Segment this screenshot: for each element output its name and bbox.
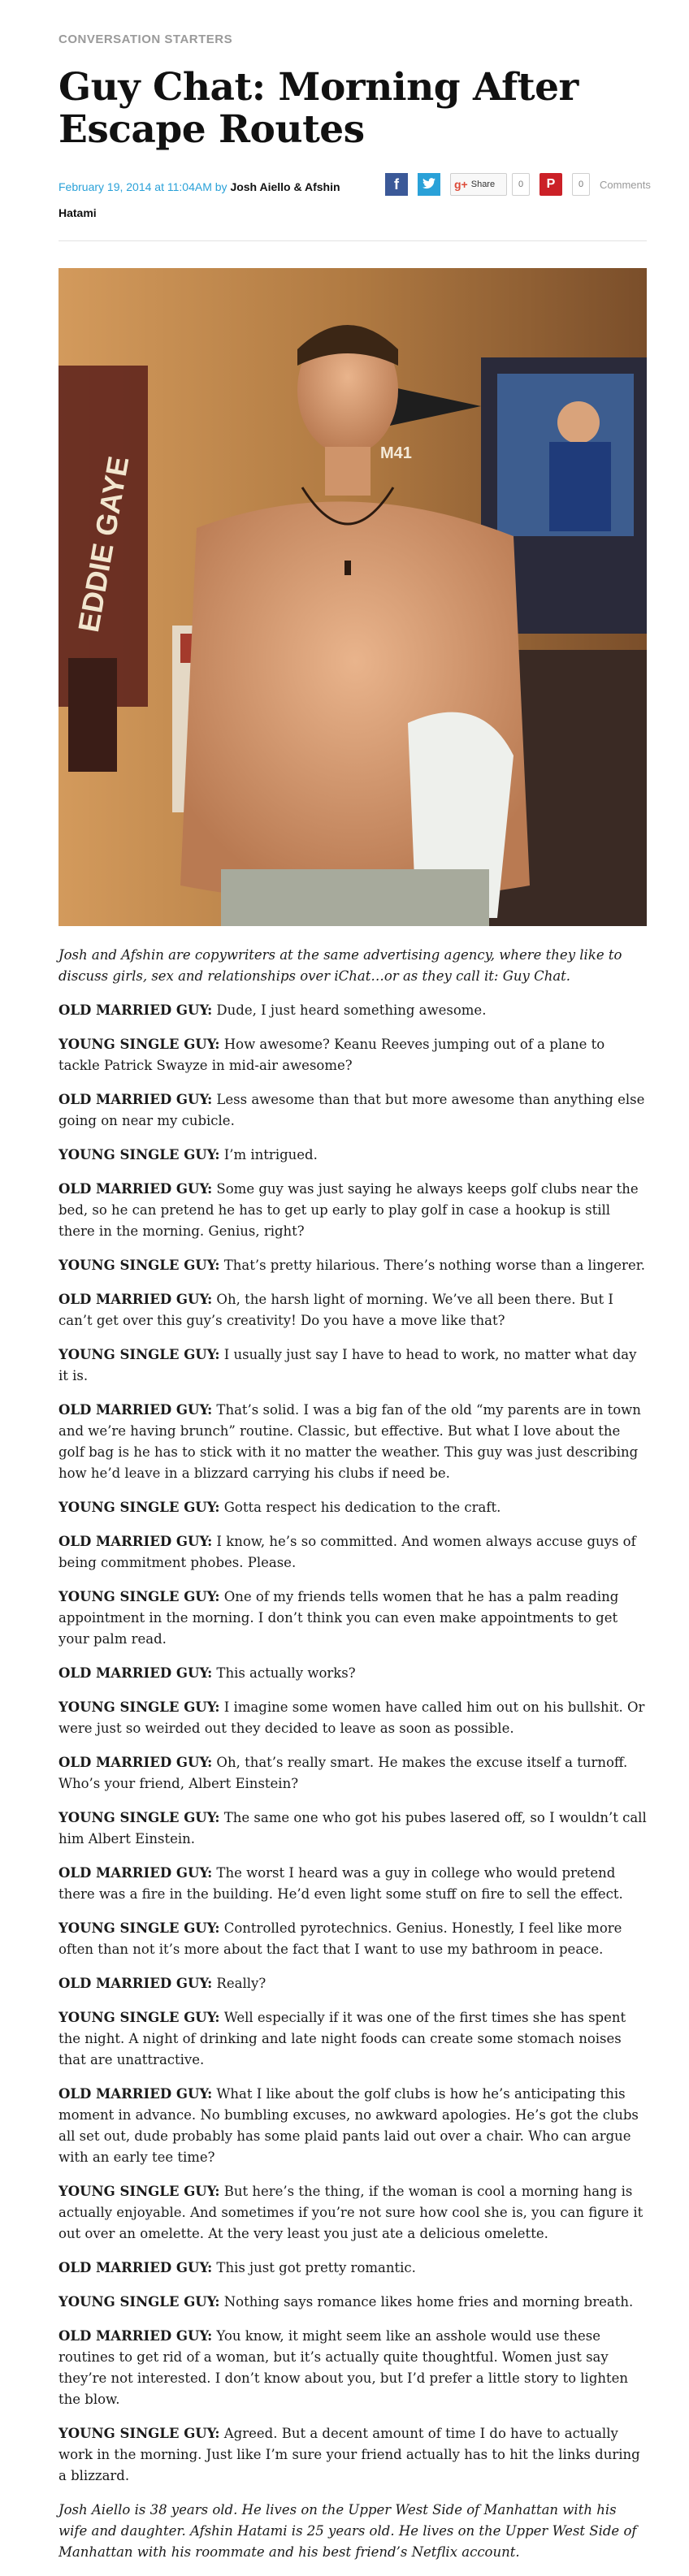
header-divider (58, 240, 647, 241)
speaker-label: YOUNG SINGLE GUY: (58, 2184, 220, 2199)
dialogue-line (58, 2084, 647, 2168)
speaker-label: OLD MARRIED GUY: (58, 2086, 213, 2102)
dialogue-line (58, 1255, 647, 1276)
category-label[interactable]: CONVERSATION STARTERS (58, 32, 233, 46)
dialogue-text: This actually works? (212, 1665, 356, 1681)
speaker-label: YOUNG SINGLE GUY: (58, 1589, 220, 1604)
dialogue-line (58, 1034, 647, 1076)
author-bio: Josh Aiello is 38 years old. He lives on the Upper West Side of Manhattan with his wife and daughter. Afshin Hatami is 25 years old. He lives on the Upper West Side of Manhattan with his roommate and his best friend’s Netflix account. (58, 2502, 637, 2560)
dialogue-text: Really? (212, 1976, 266, 1991)
speaker-label: YOUNG SINGLE GUY: (58, 1347, 220, 1362)
gplus-share-count: 0 (512, 173, 530, 196)
dialogue-line (58, 2007, 647, 2071)
dialogue-line (58, 1752, 647, 1795)
image-side-text: EDDIE GAYE (72, 453, 136, 635)
speaker-label: YOUNG SINGLE GUY: (58, 2010, 220, 2025)
dialogue-line (58, 2181, 647, 2245)
speaker-label: OLD MARRIED GUY: (58, 1002, 213, 1018)
dialogue-line (58, 1808, 647, 1850)
speaker-label: YOUNG SINGLE GUY: (58, 1810, 220, 1825)
dialogue-line (58, 2423, 647, 2487)
pinterest-share-button[interactable] (540, 173, 562, 196)
dialogue-line (58, 1344, 647, 1387)
twitter-share-button[interactable] (418, 173, 440, 196)
dialogue-line (58, 1089, 647, 1132)
speaker-label: OLD MARRIED GUY: (58, 2260, 213, 2275)
dialogue-text: Controlled pyrotechnics. Genius. Honestly, I feel like more often than not it’s more about the fact that I want to use my bathroom in peace. (58, 1920, 622, 1957)
speaker-label: OLD MARRIED GUY: (58, 1292, 213, 1307)
dialogue-text: Nothing says romance likes home fries and morning breath. (219, 2294, 634, 2310)
dialogue-line (58, 1663, 647, 1684)
dialogue-line (58, 1531, 647, 1574)
byline-by: by (214, 180, 228, 193)
speaker-label: YOUNG SINGLE GUY: (58, 1699, 220, 1715)
dialogue-text: That’s pretty hilarious. There’s nothing worse than a lingerer. (219, 1258, 646, 1273)
facebook-share-button[interactable] (385, 173, 408, 196)
speaker-label: YOUNG SINGLE GUY: (58, 2426, 220, 2441)
dialogue-text: Gotta respect his dedication to the craft. (219, 1500, 501, 1515)
speaker-label: OLD MARRIED GUY: (58, 1402, 213, 1418)
article-body (58, 945, 647, 2576)
dialogue-line (58, 1497, 647, 1518)
intro-paragraph: Josh and Afshin are copywriters at the same advertising agency, where they like to discuss girls, sex and relationships over iChat…or as they call it: Guy Chat. (58, 947, 622, 984)
dialogue-text: The worst I heard was a guy in college who would pretend there was a fire in the building. He’d even light some stuff on fire to sell the effect. (58, 1865, 623, 1902)
speaker-label: YOUNG SINGLE GUY: (58, 1258, 220, 1273)
dialogue-text: I know, he’s so committed. And women always accuse guys of being commitment phobes. Please. (58, 1534, 636, 1570)
speaker-label: OLD MARRIED GUY: (58, 1976, 213, 1991)
chat-dialogue (58, 1000, 647, 2487)
dialogue-text: I’m intrigued. (219, 1147, 318, 1162)
dialogue-text: One of my friends tells women that he has a palm reading appointment in the morning. I don’t think you can even make appointments to get your palm read. (58, 1589, 619, 1647)
dialogue-line (58, 1179, 647, 1242)
author-names[interactable]: Josh Aiello & Afshin Hatami (58, 180, 340, 219)
speaker-label: OLD MARRIED GUY: (58, 2328, 213, 2344)
dialogue-text: I usually just say I have to head to work, no matter what day it is. (58, 1347, 637, 1383)
speaker-label: OLD MARRIED GUY: (58, 1092, 213, 1107)
dialogue-text: I imagine some women have called him out on his bullshit. Or were just so weirded out they decided to leave as soon as possible. (58, 1699, 645, 1736)
dialogue-text: But here’s the thing, if the woman is cool a morning hang is actually enjoyable. And sometimes if you’re not sure how cool she is, you can figure it out over an omelette. At the very least you just ate a delicious omelette. (58, 2184, 644, 2241)
dialogue-text: This just got pretty romantic. (212, 2260, 416, 2275)
dialogue-text: How awesome? Keanu Reeves jumping out of a plane to tackle Patrick Swayze in mid-air awesome? (58, 1037, 605, 1073)
byline (58, 174, 359, 226)
facebook-icon: f (394, 175, 399, 193)
speaker-label: YOUNG SINGLE GUY: (58, 1147, 220, 1162)
dialogue-text: What I like about the golf clubs is how he’s anticipating this moment in advance. No bumbling excuses, no awkward apologies. He’s got the clubs all set out, dude probably has some plaid pants laid out over a chair. Who can argue with an early tee time? (58, 2086, 639, 2165)
dialogue-line (58, 1145, 647, 1166)
dialogue-line (58, 1918, 647, 1960)
hero-image (58, 268, 647, 926)
dialogue-line (58, 2258, 647, 2279)
dialogue-line (58, 1400, 647, 1484)
speaker-label: OLD MARRIED GUY: (58, 1865, 213, 1881)
speaker-label: OLD MARRIED GUY: (58, 1181, 213, 1197)
article-title: Guy Chat: Morning After Escape Routes (58, 65, 578, 152)
dialogue-text: Less awesome than that but more awesome than anything else going on near my cubicle. (58, 1092, 645, 1128)
dialogue-line (58, 1000, 647, 1021)
speaker-label: YOUNG SINGLE GUY: (58, 1500, 220, 1515)
gplus-share-label: Share (470, 180, 496, 189)
dialogue-text: The same one who got his pubes lasered off, so I wouldn’t call him Albert Einstein. (58, 1810, 647, 1846)
dialogue-line (58, 2292, 647, 2313)
gplus-icon: g+ (454, 178, 468, 191)
dialogue-text: Dude, I just heard something awesome. (212, 1002, 487, 1018)
dialogue-line (58, 1863, 647, 1905)
speaker-label: YOUNG SINGLE GUY: (58, 1920, 220, 1936)
gplus-share-button[interactable] (450, 173, 507, 196)
comments-count[interactable]: 0 (572, 173, 590, 196)
speaker-label: OLD MARRIED GUY: (58, 1755, 213, 1770)
dialogue-line (58, 1289, 647, 1331)
dialogue-text: Well especially if it was one of the first times she has spent the night. A night of drinking and late night foods can create some stomach noises that are unattractive. (58, 2010, 626, 2067)
share-bar (385, 172, 651, 197)
dialogue-line (58, 1587, 647, 1650)
dialogue-text: Oh, that’s really smart. He makes the excuse itself a turnoff. Who’s your friend, Albert Einstein? (58, 1755, 628, 1791)
speaker-label: OLD MARRIED GUY: (58, 1665, 213, 1681)
speaker-label: YOUNG SINGLE GUY: (58, 2294, 220, 2310)
comments-link[interactable]: Comments (600, 178, 651, 191)
dialogue-text: That’s solid. I was a big fan of the old “my parents are in town and we’re having brunch” routine. Classic, but effective. But what I love about the golf bag is he has to stick with it no matter the weather. This guy was just describing how he’d leave in a blizzard carrying his clubs if need be. (58, 1402, 641, 1481)
dialogue-line (58, 1973, 647, 1994)
speaker-label: OLD MARRIED GUY: (58, 1534, 213, 1549)
image-banner-text: M41 (380, 444, 412, 462)
dialogue-text: You know, it might seem like an asshole would use these routines to get rid of a woman, but it’s actually quite thoughtful. Women just say they’re not interested. I don’t know about you, but I’d prefer a little story to lighten the blow. (58, 2328, 629, 2407)
dialogue-line (58, 1697, 647, 1739)
dialogue-text: Some guy was just saying he always keeps golf clubs near the bed, so he can pretend he has to get up early to play golf in case a hookup is still there in the morning. Genius, right? (58, 1181, 639, 1239)
dialogue-text: Agreed. But a decent amount of time I do have to actually work in the morning. Just like I’m sure your friend actually has to hit the links during a blizzard. (58, 2426, 640, 2483)
dialogue-line (58, 2326, 647, 2410)
speaker-label: YOUNG SINGLE GUY: (58, 1037, 220, 1052)
publish-date: February 19, 2014 at 11:04AM (58, 180, 212, 193)
twitter-icon (422, 178, 436, 192)
dialogue-text: Oh, the harsh light of morning. We’ve all been there. But I can’t get over this guy’s creativity! Do you have a move like that? (58, 1292, 613, 1328)
pinterest-icon: P (546, 177, 556, 191)
